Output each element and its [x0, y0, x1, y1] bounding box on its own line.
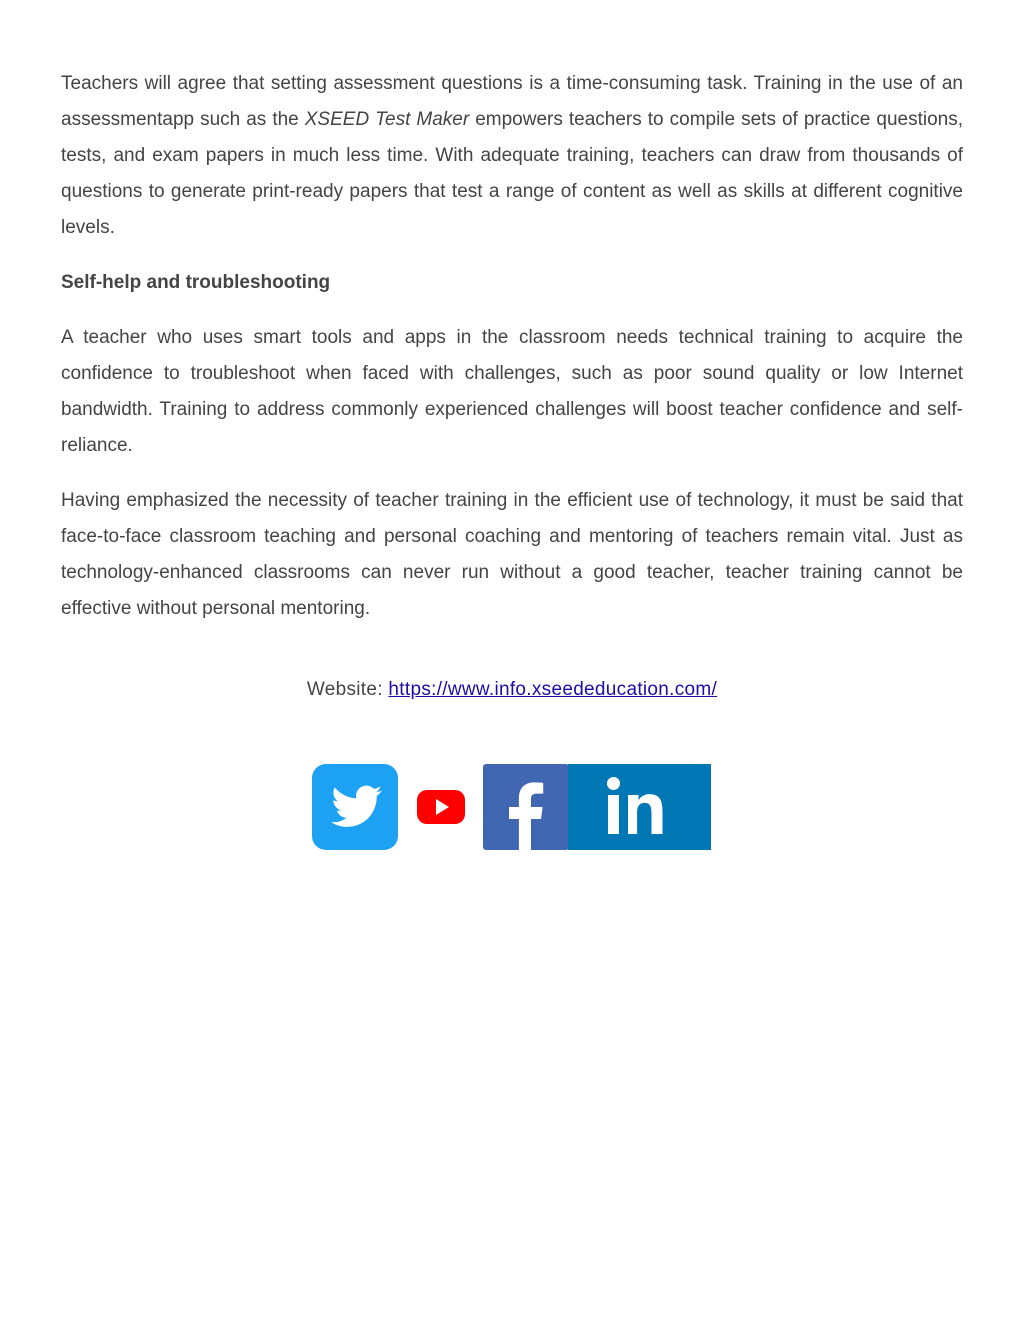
website-label: Website:	[306, 679, 389, 700]
website-link[interactable]: https://www.info.xseededucation.com/	[388, 679, 718, 700]
youtube-icon[interactable]	[417, 790, 465, 824]
paragraph-mentoring: Having emphasized the necessity of teacher training in the efficient use of technology, it must be said that face-to-face classroom teaching and personal coaching and mentoring of teachers remain vital. Just as technology-enhanced classrooms can never run without a good teacher, teacher training cannot be effective without personal mentoring.	[61, 490, 963, 619]
linkedin-icon[interactable]	[568, 764, 711, 850]
website-line	[0, 676, 1024, 704]
facebook-icon[interactable]	[483, 764, 569, 850]
product-name: XSEED Test Maker	[304, 109, 470, 130]
document-body	[61, 66, 963, 646]
paragraph-troubleshooting: A teacher who uses smart tools and apps in the classroom needs technical training to acquire the confidence to troubleshoot when faced with challenges, such as poor sound quality or low Internet bandwidth. Training to address commonly experienced challenges will boost teacher confidence and self-reliance.	[61, 327, 963, 456]
paragraph-test-maker	[61, 66, 963, 246]
twitter-icon[interactable]	[312, 764, 398, 850]
paragraph-text: empowers teachers to compile sets of practice questions, tests, and exam papers in much less time. With adequate training, teachers can draw from thousands of questions to generate print-ready papers that test a range of content as well as skills at different cognitive levels.	[61, 109, 963, 238]
social-icons	[312, 764, 712, 850]
section-heading: Self-help and troubleshooting	[61, 272, 331, 293]
paragraph-text: Teachers will agree that setting assessment questions is a time-consuming task. Training in the use of an assessmentapp such as the	[61, 73, 963, 130]
